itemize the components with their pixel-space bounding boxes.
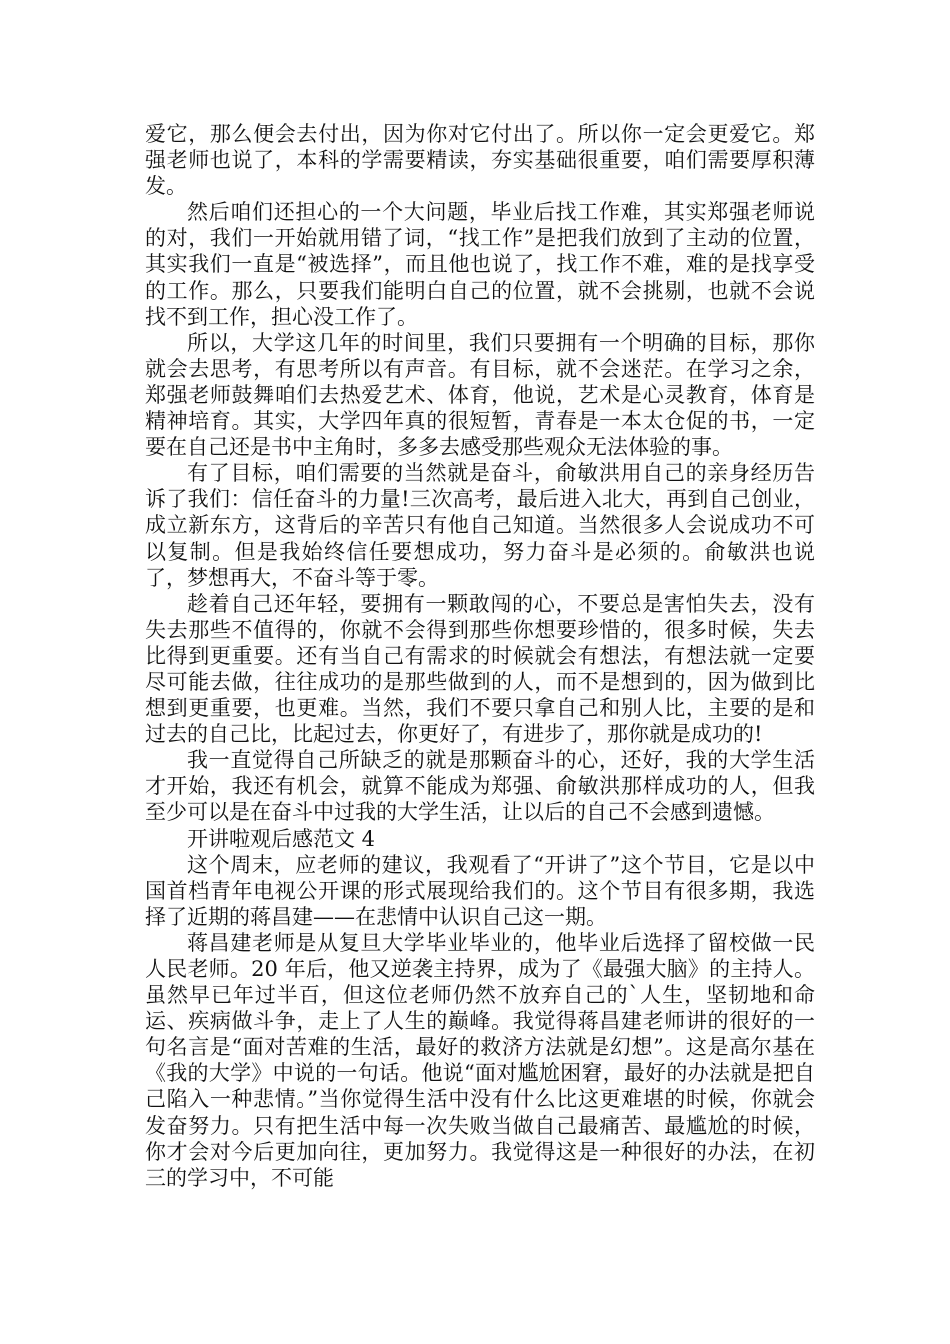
paragraph-3: 所以，大学这几年的时间里，我们只要拥有一个明确的目标，那你就会去思考，有思考所以有声音。有目标，就不会迷茫。在学习之余，郑强老师鼓舞咱们去热爱艺术、体育，他说，艺术是心灵教育，体育是精神培育。其实，大学四年真的很短暂，青春是一本太仓促的书，一定要在自己还是书中主角时，多多去感受那些观众无法体验的事。: [145, 330, 815, 460]
paragraph-2: 然后咱们还担心的一个大问题，毕业后找工作难，其实郑强老师说的对，我们一开始就用错了词，“找工作”是把我们放到了主动的位置，其实我们一直是“被选择”，而且他也说了，找工作不难，难的是找享受的工作。那么，只要我们能明白自己的位置，就不会挑剔，也就不会说找不到工作，担心没工作了。: [145, 200, 815, 329]
document-page: [145, 121, 815, 1191]
section-heading: 开讲啦观后感范文 4: [187, 826, 376, 851]
paragraph-1: 爱它，那么便会去付出，因为你对它付出了。所以你一定会更爱它。郑强老师也说了，本科的学需要精读，夯实基础很重要，咱们需要厚积薄发。: [145, 122, 815, 199]
paragraph-5: 趁着自己还年轻，要拥有一颗敢闯的心，不要总是害怕失去，没有失去那些不值得的，你就不会得到那些你想要珍惜的，很多时候，失去比得到更重要。还有当自己有需求的时候就会有想法，有想法就一定要尽可能去做，往往成功的是那些做到的人，而不是想到的，因为做到比想到更重要，也更难。当然，我们不要只拿自己和别人比，主要的是和过去的自己比，比起过去，你更好了，有进步了，那你就是成功的!: [145, 591, 815, 747]
paragraph-6: 我一直觉得自己所缺乏的就是那颗奋斗的心，还好，我的大学生活才开始，我还有机会，就算不能成为郑强、俞敏洪那样成功的人，但我至少可以是在奋斗中过我的大学生活，让以后的自己不会感到遗憾。: [145, 748, 815, 825]
paragraph-4: 有了目标，咱们需要的当然就是奋斗，俞敏洪用自己的亲身经历告诉了我们：信任奋斗的力量!三次高考，最后进入北大，再到自己创业，成立新东方，这背后的辛苦只有他自己知道。当然很多人会说成功不可以复制。但是我始终信任要想成功，努力奋斗是必须的。俞敏洪也说了，梦想再大，不奋斗等于零。: [145, 461, 815, 590]
paragraph-7: 这个周末，应老师的建议，我观看了“开讲了”这个节目，它是以中国首档青年电视公开课的形式展现给我们的。这个节目有很多期，我选择了近期的蒋昌建——在悲情中认识自己这一期。: [145, 852, 815, 929]
paragraph-8: 蒋昌建老师是从复旦大学毕业毕业的，他毕业后选择了留校做一民人民老师。20 年后，他又逆袭主持界，成为了《最强大脑》的主持人。虽然早已年过半百，但这位老师仍然不放弃自己的`人生，坚韧地和命运、疾病做斗争，走上了人生的巅峰。我觉得蒋昌建老师讲的很好的一句名言是“面对苦难的生活，最好的救济方法就是幻想”。这是高尔基在《我的大学》中说的一句话。他说“面对尴尬困窘，最好的办法就是把自己陷入一种悲情。”当你觉得生活中没有什么比这更难堪的时候，你就会发奋努力。只有把生活中每一次失败当做自己最痛苦、最尴尬的时候，你才会对今后更加向往，更加努力。我觉得这是一种很好的办法，在初三的学习中，不可能: [145, 930, 815, 1190]
